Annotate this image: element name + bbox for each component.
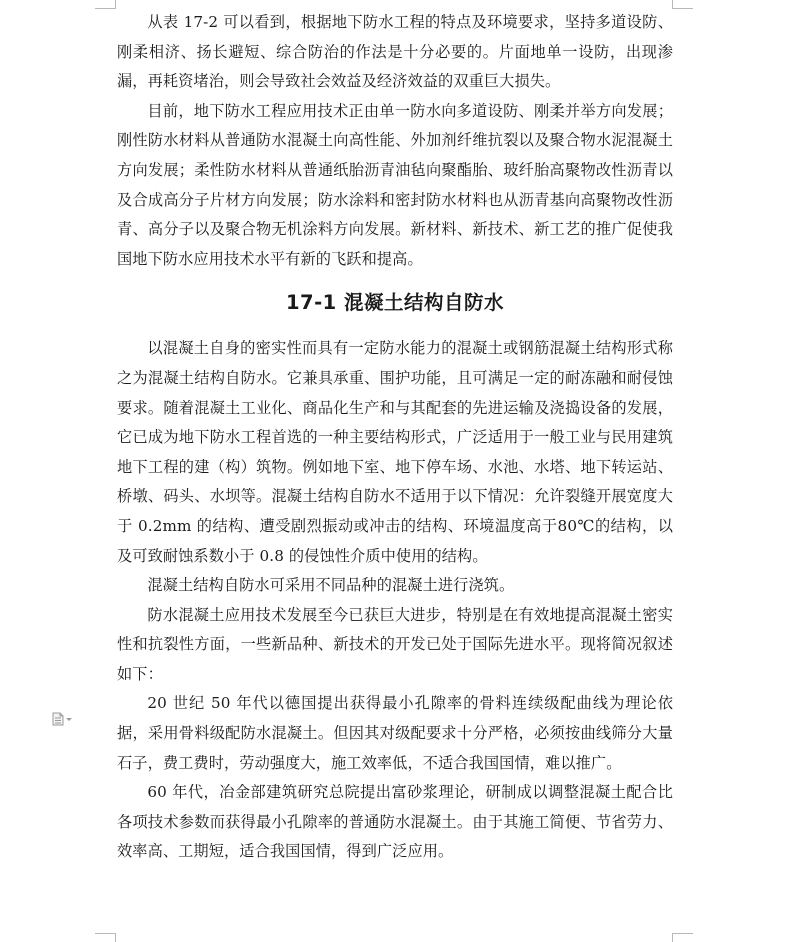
section-heading: 17-1 混凝土结构自防水 <box>285 291 505 315</box>
body-paragraph: 以混凝土自身的密实性而具有一定防水能力的混凝土或钢筋混凝土结构形式称之为混凝土结构自防水。它兼具承重、围护功能，且可满足一定的耐冻融和耐侵蚀要求。随着混凝土工业化、商品化生产和与其配套的先进运输及浇捣设备的发展，它已成为地下防水工程首选的一种主要结构形式，广泛适用于一般工业与民用建筑地下工程的建（构）筑物。例如地下室、地下停车场、水池、水塔、地下转运站、桥墩、码头、水坝等。混凝土结构自防水不适用于以下情况：允许裂缝开展宽度大于 0.2mm 的结构、遭受剧烈振动或冲击的结构、环境温度高于80℃的结构，以及可致耐蚀系数小于 0.8 的侵蚀性介质中使用的结构。 <box>117 339 673 565</box>
body-paragraph: 60 年代，冶金部建筑研究总院提出富砂浆理论，研制成以调整混凝土配合比各项技术参数而获得最小孔隙率的普通防水混凝土。由于其施工简便、节省劳力、效率高、工期短，适合我国国情，得到广泛应用。 <box>117 783 673 861</box>
chevron-down-icon <box>66 718 72 721</box>
body-paragraph: 20 世纪 50 年代以德国提出获得最小孔隙率的骨料连续级配曲线为理论依据，采用骨料级配防水混凝土。但因其对级配要求十分严格，必须按曲线筛分大量石子，费工费时，劳动强度大，施工效率低，不适合我国国情，难以推广。 <box>117 694 673 772</box>
body-paragraph: 从表 17-2 可以看到，根据地下防水工程的特点及环境要求，坚持多道设防、刚柔相济、扬长避短、综合防治的作法是十分必要的。片面地单一设防，出现渗漏，再耗资堵治，则会导致社会效益及经济效益的双重巨大损失。 <box>117 13 673 91</box>
document-icon <box>52 712 64 726</box>
body-paragraph: 目前，地下防水工程应用技术正由单一防水向多道设防、刚柔并举方向发展；刚性防水材料从普通防水混凝土向高性能、外加剂纤维抗裂以及聚合物水泥混凝土方向发展；柔性防水材料从普通纸胎沥青油毡向聚酯胎、玻纤胎高聚物改性沥青以及合成高分子片材方向发展；防水涂料和密封防水材料也从沥青基向高聚物改性沥青、高分子以及聚合物无机涂料方向发展。新材料、新技术、新工艺的推广促使我国地下防水应用技术水平有新的飞跃和提高。 <box>117 101 673 268</box>
page-corner-mark-top-left <box>95 0 116 9</box>
body-paragraph: 防水混凝土应用技术发展至今已获巨大进步，特别是在有效地提高混凝土密实性和抗裂性方面，一些新品种、新技术的开发已处于国际先进水平。现将简况叙述如下： <box>117 605 673 683</box>
document-body <box>117 8 673 867</box>
page-corner-mark-top-right <box>672 0 693 9</box>
body-paragraph: 混凝土结构自防水可采用不同品种的混凝土进行浇筑。 <box>147 576 515 595</box>
paragraph-options-button[interactable] <box>52 712 74 726</box>
